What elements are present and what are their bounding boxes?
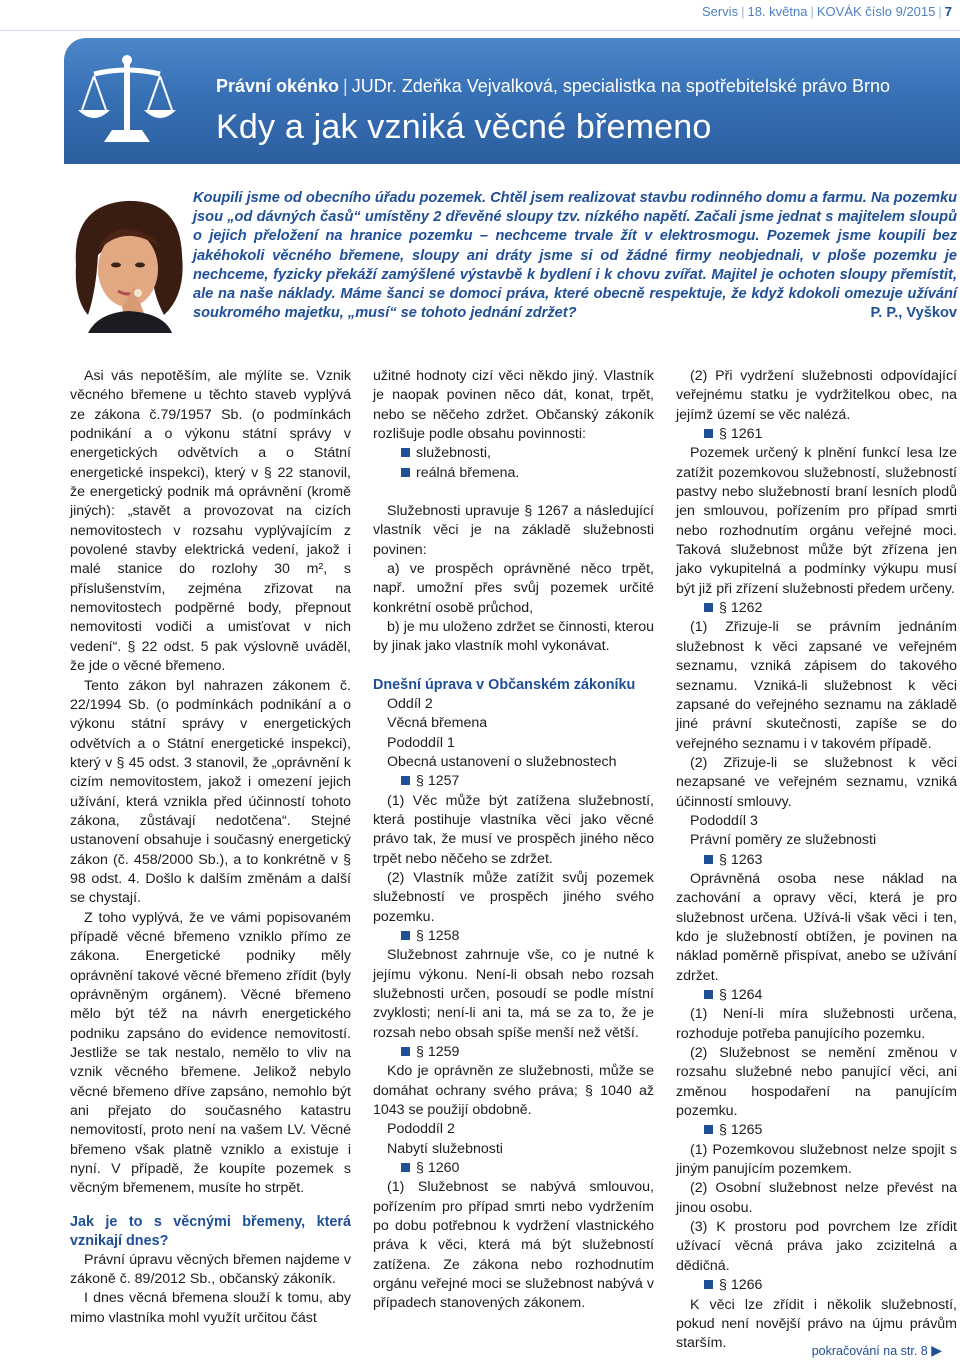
law-heading: Pododdíl 1 [387, 734, 455, 751]
rubric-label: Právní okénko [216, 76, 340, 96]
paragraph: (1) Zřizuje-li se právním jednáním služebnost k věci zapsané ve veřejném seznamu, vzniká zápisem do takového seznamu. Vzniká-li služebnost k věci zapsané do veřejného seznamu na základě jiné právní skutečnosti, zapíše se do veřejného seznamu i v takovém případě. [676, 619, 957, 752]
paragraph: (2) Osobní služebnost nelze převést na jinou osobu. [676, 1180, 957, 1216]
paragraph: (1) Není-li míra služebnosti určena, rozhoduje potřeba panujícího pozemku. [676, 1006, 957, 1042]
list-item: reálná břemena. [373, 464, 654, 483]
law-heading: Oddíl 2 [387, 695, 433, 712]
law-heading: Právní poměry ze služebnosti [690, 832, 877, 849]
section-heading: Dnešní úprava v Občanském zákoníku [373, 676, 636, 693]
law-heading: Obecná ustanovení o služebnostech [387, 753, 617, 770]
rubric-author: JUDr. Zdeňka Vejvalková, specialistka na spotřebitelské právo Brno [351, 76, 891, 96]
law-heading: Věcná břemena [387, 715, 488, 732]
paragraph: (2) Vlastník může zatížit svůj pozemek služebností ve prospěch jiného svého pozemku. [373, 869, 654, 925]
section-marker: § 1260 [373, 1159, 654, 1178]
arrow-right-icon: ▶ [931, 1342, 942, 1358]
column-3 [676, 367, 957, 1354]
reader-question [193, 189, 957, 323]
paragraph: (2) Služebnost se nemění změnou v rozsahu služebné nebo panující věci, ani změnou hospodaření na panujícím pozemku. [676, 1045, 957, 1120]
running-header: Servis | 18. května | KOVÁK číslo 9/2015 | 7 [701, 4, 952, 19]
paragraph: I dnes věcná břemena slouží k tomu, aby mimo vlastníka mohl využít určitou část [70, 1290, 351, 1326]
bullet-square-icon [401, 1047, 410, 1056]
section-marker: § 1258 [373, 927, 654, 946]
paragraph: užitné hodnoty cizí věci někdo jiný. Vlastník je naopak povinen něco dát, konat, trpět, nebo se něčeho zdržet. Občanský zákoník rozlišuje podle obsahu povinnosti: [373, 368, 654, 443]
section-marker: § 1266 [676, 1276, 957, 1295]
continue-link[interactable] [812, 1342, 942, 1359]
paragraph: (1) Služebnost se nabývá smlouvou, pořízením pro případ smrti nebo vydržením po dobu potřebnou k vydržení vlastnického práva k věci, která má být služebností zatížena. Ze zákona nebo rozhodnutím orgánu veřejné moci se služebnost nabývá v případech stanovených zákonem. [373, 1179, 654, 1312]
question-signature: P. P., Vyškov [870, 305, 957, 322]
paragraph: Kdo je oprávněn ze služebnosti, může se domáhat ochrany svého práva; § 1040 až 1043 se použijí obdobně. [373, 1063, 654, 1119]
law-heading: Pododdíl 2 [387, 1121, 455, 1138]
paragraph: Služebnosti upravuje § 1267 a následující vlastník věci je na základě služebnosti povinen: [373, 503, 654, 558]
header-page-number: 7 [944, 4, 952, 19]
bullet-square-icon [401, 931, 410, 940]
column-1 [70, 367, 351, 1328]
section-marker: § 1264 [676, 986, 957, 1005]
law-heading: Pododdíl 3 [690, 812, 758, 829]
section-heading: Jak je to s věcnými břemeny, která vznikají dnes? [70, 1213, 351, 1249]
question-text: Koupili jsme od obecního úřadu pozemek. Chtěl jsem realizovat stavbu rodinného domu a farmu. Na pozemku jsou „od dávných časů“ umístěny 2 dřevěné sloupy tzv. nízkého napětí. Začali jsme jednat s majitelem sloupů o jejich přeložení na hranice pozemku – nechceme trvale žít v elektrosmogu. Pozemek jsme koupili bez jakéhokoli věcného břemene, sloupy ani dráty jsme si od žádné firmy neobjednali, v ploše pozemku je nechceme, fyzicky překáží zamýšlené výstavbě k bydlení i k chovu zvířat. Majitel je ochoten sloupy přemístit, ale na naše náklady. Máme šanci se domoci práva, které obecně respektuje, že když kdokoli omezuje užívání soukromého majetku, „musí“ se tohoto jednání zdržet? [193, 190, 957, 322]
continue-label: pokračování na str. 8 [811, 1344, 928, 1358]
section-marker: § 1257 [373, 772, 654, 791]
bullet-square-icon [401, 1163, 410, 1172]
paragraph: (3) K prostoru pod povrchem lze zřídit užívací věcná práva jako zcizitelná a dědičná. [676, 1219, 957, 1274]
paragraph: (2) Při vydržení služebnosti odpovídající veřejnému statku je vydržitelkou obec, na jejímž území se věc nalézá. [676, 368, 957, 423]
header-date: 18. května [747, 4, 808, 19]
paragraph: Z toho vyplývá, že ve vámi popisovaném případě věcné břemeno vzniklo přímo ze zákona. Energetické podniky měly oprávnění takové věcné břemeno zřídit (byly oprávněným orgánem). Věcné břemeno mělo být též na návrh energetického podniku zapsáno do evidence nemovitostí. Jestliže se tak nestalo, nemělo to vliv na vznik věcného břemene. Jelikož nebylo věcné břemeno dříve zapsáno, nemohlo být ani přejato do současného katastru nemovitostí, proto není na vašem LV. Věcné břemeno však platně vzniklo a existuje i nyní. V případě, že koupíte pozemek s věcným břemenem, musíte ho strpět. [70, 909, 351, 1197]
header-magazine: KOVÁK číslo 9/2015 [816, 4, 936, 19]
paragraph: Právní úpravu věcných břemen najdeme v zákoně č. 89/2012 Sb., občanský zákoník. [70, 1251, 351, 1288]
bullet-square-icon [401, 776, 410, 785]
column-2 [373, 367, 654, 1314]
section-marker: § 1259 [373, 1043, 654, 1062]
bullet-square-icon [704, 990, 713, 999]
section-marker: § 1261 [676, 425, 957, 444]
header-section: Servis [701, 4, 739, 19]
paragraph: b) je mu uloženo zdržet se činnosti, kterou by jinak jako vlastník mohl vykonávat. [373, 619, 654, 655]
law-heading: Nabytí služebnosti [387, 1140, 503, 1157]
list-item: služebnosti, [373, 444, 654, 463]
paragraph: (1) Pozemkovou služebnost nelze spojit s jiným panujícím pozemkem. [676, 1141, 957, 1178]
paragraph: Služebnost zahrnuje vše, co je nutné k jejímu výkonu. Není-li obsah nebo rozsah služebnosti určen, posoudí se podle místní zvyklosti; není-li ani ta, má se za to, že je rozsah nebo obsah spíše menší než větší. [373, 947, 654, 1041]
bullet-square-icon [401, 448, 410, 457]
paragraph: (1) Věc může být zatížena služebností, která postihuje vlastníka věci jako věcné právo tak, že musí ve prospěch jiného něco trpět nebo něčeho se zdržet. [373, 792, 654, 867]
article-rubric: Právní okénko | JUDr. Zdeňka Vejvalková, specialistka na spotřebitelské právo Brno [216, 76, 891, 96]
bullet-square-icon [704, 855, 713, 864]
bullet-square-icon [704, 1125, 713, 1134]
paragraph: Pozemek určený k plnění funkcí lesa lze zatížit pozemkovou služebností, služebností pastvy nebo služebností braní lesních plodů jen smlouvou, pořízením pro případ smrti nebo rozhodnutím orgánu veřejné moci. Taková služebnost může být zřízena jen jako vykupitelná a podmínky výkupu musí být již při zřízení služebnosti předem určeny. [676, 445, 957, 597]
author-photo [68, 195, 190, 333]
section-marker: § 1263 [676, 851, 957, 870]
section-marker: § 1265 [676, 1121, 957, 1140]
section-marker: § 1262 [676, 599, 957, 618]
bullet-square-icon [704, 429, 713, 438]
paragraph: Asi vás nepotěším, ale mýlíte se. Vznik věcného břemene u těchto staveb vyplývá ze zákona č.79/1957 Sb. (o podmínkách podnikání a o výkonu státní správy v energetických odvětvích a o Státní energetické inspekci), který v § 22 stanovil, že energetický podnik má oprávnění (kromě jiných): „stavět a provozovat na cizích nemovitostech v rozsahu vyplývajícím z povolené stavby elektrická vedení, jakož i malé stanice do rozlohy 30 m², s příslušenstvím, zejména zřizovat na nemovitostech podpěrné body, přepnout nemovitosti vodiči a umisťovat v nich vedení“. § 22 odst. 5 pak výslovně uváděl, že jde o věcné břemeno. [70, 368, 351, 675]
header-divider [0, 30, 960, 31]
paragraph: K věci lze zřídit i několik služebností, pokud není novější právo na újmu právům starším. [676, 1296, 957, 1352]
bullet-square-icon [704, 603, 713, 612]
paragraph: Tento zákon byl nahrazen zákonem č. 22/1994 Sb. (o podmínkách podnikání a o výkonu státní správy v energetických odvětvích a o Státní energetické inspekci), který v § 45 odst. 3 stanovil, že „oprávnění k cizím nemovitostem, jakož i omezení jejich užívání, která vznikla před účinností tohoto zákona, zůstávají nedotčena“. Stejné ustanovení obsahuje i současný energetický zákon (č. 458/2000 Sb.), a to konkrétně v § 98 odst. 4. Došlo k dalším změnám a další se chystají. [70, 677, 351, 907]
paragraph: Oprávněná osoba nese náklad na zachování a opravy věci, která je pro služebnost určena. Užívá-li však věci i ten, kdo je služebností obtížen, je povinen na náklad poměrně přispívat, anebo se užívání zdržet. [676, 870, 957, 984]
article-title: Kdy a jak vzniká věcné břemeno [216, 108, 712, 146]
paragraph: a) ve prospěch oprávněné něco trpět, např. umožní přes svůj pozemek určité konkrétní osobě průchod, [373, 561, 654, 616]
scales-of-justice-icon [64, 38, 190, 164]
bullet-square-icon [704, 1280, 713, 1289]
paragraph: (2) Zřizuje-li se služebnost k věci nezapsané ve veřejném seznamu, vzniká účinností smlouvy. [676, 754, 957, 810]
bullet-square-icon [401, 468, 410, 477]
